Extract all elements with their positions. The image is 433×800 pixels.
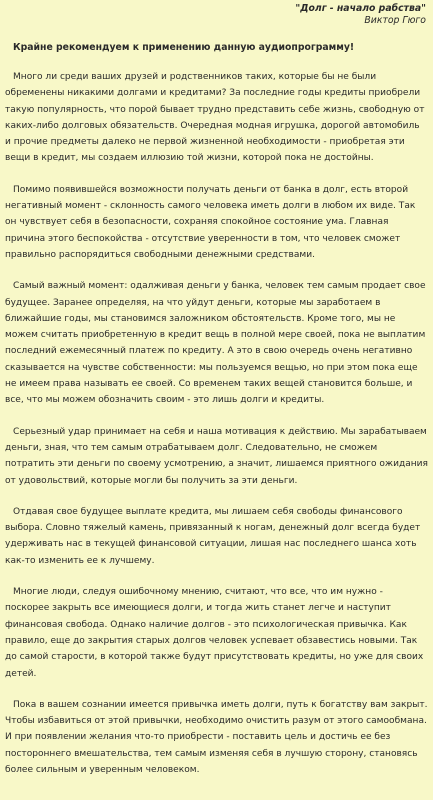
paragraph-6: Многие люди, следуя ошибочному мнению, считают, что все, что им нужно - поскорее закрыть все имеющиеся долги, и тогда жить станет легче и наступит финансовая свобода. Однако наличие долгов - это психологическая привычка. Как правило, еще до закрытия старых долгов человек успевает обзавестись новыми. Так до самой старости, в которой также будут присутствовать кредиты, но уже для своих детей. bbox=[5, 587, 424, 679]
page-heading: Крайне рекомендуем к применению данную аудиопрограмму! bbox=[13, 42, 355, 53]
epigraph-author: Виктор Гюго bbox=[364, 15, 426, 26]
paragraph-1: Много ли среди ваших друзей и родственников таких, которые бы не были обременены никакими долгами и кредитами? За последние годы кредиты приобрели такую популярность, что порой бывает трудно представить себе жизнь, свободную от каких-либо долговых обязательств. Очередная модная игрушка, дорогой автомобиль и прочие предметы далеко не первой жизненной необходимости - приобретая эти вещи в кредит, мы создаем иллюзию той жизни, которой пока не достойны. bbox=[5, 72, 425, 164]
article-body bbox=[5, 69, 428, 778]
paragraph-3: Самый важный момент: одалживая деньги у банка, человек тем самым продает свое будущее. Заранее определяя, на что уйдут деньги, которые мы заработаем в ближайшие годы, мы становимся заложником обстоятельств. Кроме того, мы не можем считать приобретенную в кредит вещь в полной мере своей, пока не выплатим последний ежемесячный платеж по кредиту. А это в свою очередь очень негативно сказывается на чувстве собственности: мы пользуемся вещью, но при этом пока еще не имеем права называть ее своей. Со временем таких вещей становится больше, и все, что мы можем обозначить своим - это лишь долги и кредиты. bbox=[5, 281, 426, 406]
paragraph-5: Отдавая свое будущее выплате кредита, мы лишаем себя свободы финансового выбора. Словно тяжелый камень, привязанный к ногам, денежный долг всегда будет удерживать нас в текущей финансовой ситуации, лишая нас последнего шанса хоть как-то изменить ее к лучшему. bbox=[5, 506, 421, 566]
paragraph-4: Серьезный удар принимает на себя и наша мотивация к действию. Мы зарабатываем деньги, зная, что тем самым отрабатываем долг. Следовательно, не сможем потратить эти деньги по своему усмотрению, а значит, лишаемся приятного ожидания от удовольствий, которые могли бы получить за эти деньги. bbox=[5, 426, 428, 486]
epigraph-quote: "Долг - начало рабства" bbox=[295, 3, 426, 14]
epigraph bbox=[5, 3, 428, 27]
paragraph-7: Пока в вашем сознании имеется привычка иметь долги, путь к богатству вам закрыт. Чтобы избавиться от этой привычки, необходимо очистить разум от этого самообмана. И при появлении желания что-то приобрести - поставить цель и достичь ее без постороннего вмешательства, тем самым изменяя себя в лучшую сторону, становясь более сильным и уверенным человеком. bbox=[5, 699, 428, 775]
paragraph-2: Помимо появившейся возможности получать деньги от банка в долг, есть второй негативный момент - склонность самого человека иметь долги в любом их виде. Так он чувствует себя в безопасности, сохраняя спокойное состояние ума. Главная причина этого беспокойства - отсутствие уверенности в том, что человек сможет правильно распорядиться свободными денежными средствами. bbox=[5, 184, 416, 260]
